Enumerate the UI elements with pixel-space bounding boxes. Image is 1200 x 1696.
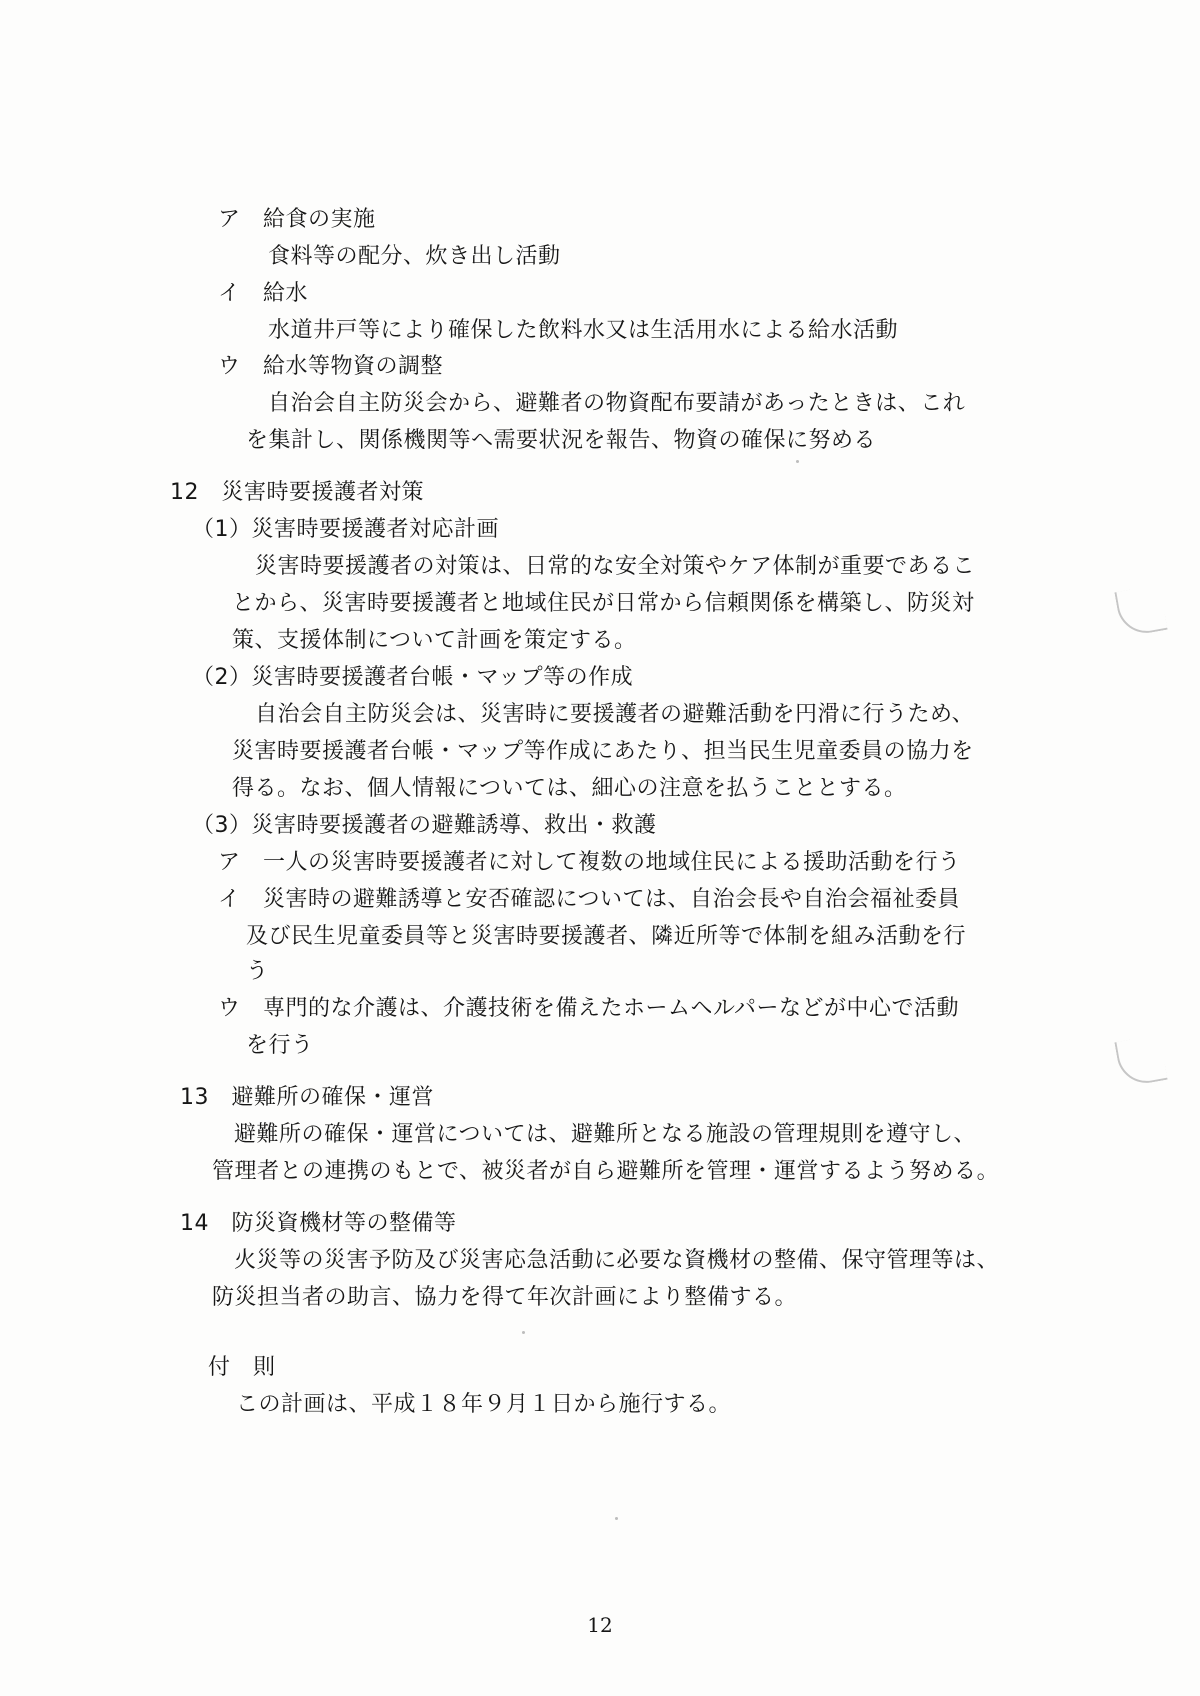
section-14-heading: 14 防災資機材等の整備等 — [180, 1211, 457, 1236]
section-13-body-1: 避難所の確保・運営については、避難所となる施設の管理規則を遵守し、 — [234, 1122, 977, 1147]
subsection-1-body-1: 災害時要援護者の対策は、日常的な安全対策やケア体制が重要であるこ — [255, 554, 976, 579]
subsection-2-body-2: 災害時要援護者台帳・マップ等作成にあたり、担当民生児童委員の協力を — [232, 739, 974, 764]
item-i-body: 水道井戸等により確保した飲料水又は生活用水による給水活動 — [268, 318, 899, 343]
section-12-heading: 12 災害時要援護者対策 — [170, 480, 424, 505]
item-u-body-2: を集計し、関係機関等へ需要状況を報告、物資の確保に努める — [246, 428, 877, 453]
supplementary-provisions-heading: 付 則 — [208, 1355, 276, 1380]
section-14-body-2: 防災担当者の助言、協力を得て年次計画により整備する。 — [212, 1285, 798, 1310]
item-u-heading: ウ 給水等物資の調整 — [218, 354, 444, 379]
subsection-1-body-2: とから、災害時要援護者と地域住民が日常から信頼関係を構築し、防災対 — [232, 591, 975, 616]
scan-speck — [615, 1517, 618, 1520]
subsection-3-item-u-2: を行う — [246, 1033, 314, 1058]
subsection-2-body-1: 自治会自主防災会は、災害時に要援護者の避難活動を円滑に行うため、 — [255, 702, 975, 727]
page-number: 12 — [587, 1613, 613, 1637]
subsection-3-item-i-1: イ 災害時の避難誘導と安否確認については、自治会長や自治会福祉委員 — [218, 887, 961, 912]
scan-speck — [796, 460, 799, 463]
supplementary-provisions-body: この計画は、平成１８年９月１日から施行する。 — [236, 1392, 732, 1417]
punch-hole-mark-upper — [1114, 584, 1167, 637]
subsection-1-body-3: 策、支援体制について計画を策定する。 — [232, 628, 637, 653]
section-14-body-1: 火災等の災害予防及び災害応急活動に必要な資機材の整備、保守管理等は、 — [234, 1248, 1000, 1273]
subsection-1-heading: （1）災害時要援護者対応計画 — [192, 517, 499, 542]
subsection-3-item-i-2: 及び民生児童委員等と災害時要援護者、隣近所等で体制を組み活動を行 — [246, 924, 967, 949]
section-13-body-2: 管理者との連携のもとで、被災者が自ら避難所を管理・運営するよう努める。 — [212, 1159, 1000, 1184]
section-13-heading: 13 避難所の確保・運営 — [180, 1085, 434, 1110]
subsection-2-heading: （2）災害時要援護者台帳・マップ等の作成 — [192, 665, 634, 690]
scan-speck — [522, 1331, 525, 1334]
punch-hole-mark-lower — [1114, 1034, 1167, 1087]
subsection-2-body-3: 得る。なお、個人情報については、細心の注意を払うこととする。 — [232, 776, 907, 801]
item-a-body: 食料等の配分、炊き出し活動 — [268, 244, 561, 269]
subsection-3-heading: （3）災害時要援護者の避難誘導、救出・救護 — [192, 813, 657, 838]
item-u-body-1: 自治会自主防災会から、避難者の物資配布要請があったときは、これ — [268, 391, 966, 416]
item-a-heading: ア 給食の実施 — [218, 207, 376, 232]
subsection-3-item-i-3: う — [246, 959, 269, 984]
subsection-3-item-u-1: ウ 専門的な介護は、介護技術を備えたホームヘルパーなどが中心で活動 — [218, 996, 959, 1021]
subsection-3-item-a: ア 一人の災害時要援護者に対して複数の地域住民による援助活動を行う — [218, 850, 961, 875]
item-i-heading: イ 給水 — [218, 281, 309, 306]
